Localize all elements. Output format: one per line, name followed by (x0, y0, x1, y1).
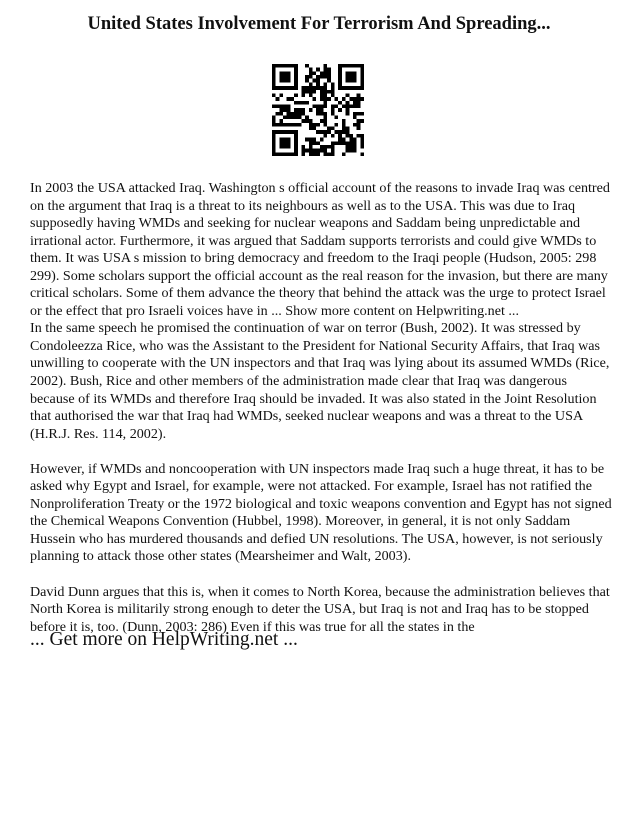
article-body (30, 180, 614, 654)
paragraph: In 2003 the USA attacked Iraq. Washington s official account of the reasons to invade Iraq was centred on the argument that Iraq is a threat to its neighbours as well as to the USA. This was due to Iraq supposedly having WMDs and seeking for nuclear weapons and Saddam being unpredictable and irrational actor. Furthermore, it was argued that Saddam supports terrorists and could give WMDs to them. It was USA s mission to bring democracy and freedom to the Iraqi people (Hudson, 2005: 298 299). Some scholars support the official account as the real reason for the invasion, but there are many critical scholars. Some of them advance the theory that behind the attack was the urge to protect Israel or the effect that pro Israeli voices have in ... Show more content on Helpwriting.net ... (30, 180, 610, 319)
qr-code-icon (272, 64, 364, 156)
paragraph: In the same speech he promised the continuation of war on terror (Bush, 2002). It was stressed by Condoleezza Rice, who was the Assistant to the President for National Security Affairs, that Iraq was unwilling to cooperate with the UN inspectors and that Iraq was lying about its assumed WMDs (Rice, 2002). Bush, Rice and other members of the administration made clear that Iraq was dangerous because of its WMDs and therefore Iraq should be invaded. It was also stated in the Joint Resolution that authorised the war that Iraq had WMDs, seeked nuclear weapons and was a threat to the USA (H.R.J. Res. 114, 2002). (30, 320, 610, 442)
paragraph: However, if WMDs and noncooperation with UN inspectors made Iraq such a huge threat, it has to be asked why Egypt and Israel, for example, were not attacked. For example, Israel has not ratified the Nonproliferation Treaty or the 1972 biological and toxic weapons convention and Egypt has not signed the Chemical Weapons Convention (Hubbel, 1998). Moreover, in general, it is not only Saddam Hussein who has murdered thousands and defied UN resolutions. The USA, however, is not seriously planning to attack those other states (Mearsheimer and Walt, 2003). (30, 460, 612, 565)
get-more-link[interactable]: ... Get more on HelpWriting.net ... (30, 629, 298, 650)
paragraph: David Dunn argues that this is, when it comes to North Korea, because the administration believes that North Korea is militarily strong enough to deter the USA, but Iraq is not and Iraq has to be stopped before it is, too. (Dunn, 2003: 286) Even if this was true for all the states in the (30, 583, 610, 635)
page-title: United States Involvement For Terrorism And Spreading... (87, 14, 551, 34)
